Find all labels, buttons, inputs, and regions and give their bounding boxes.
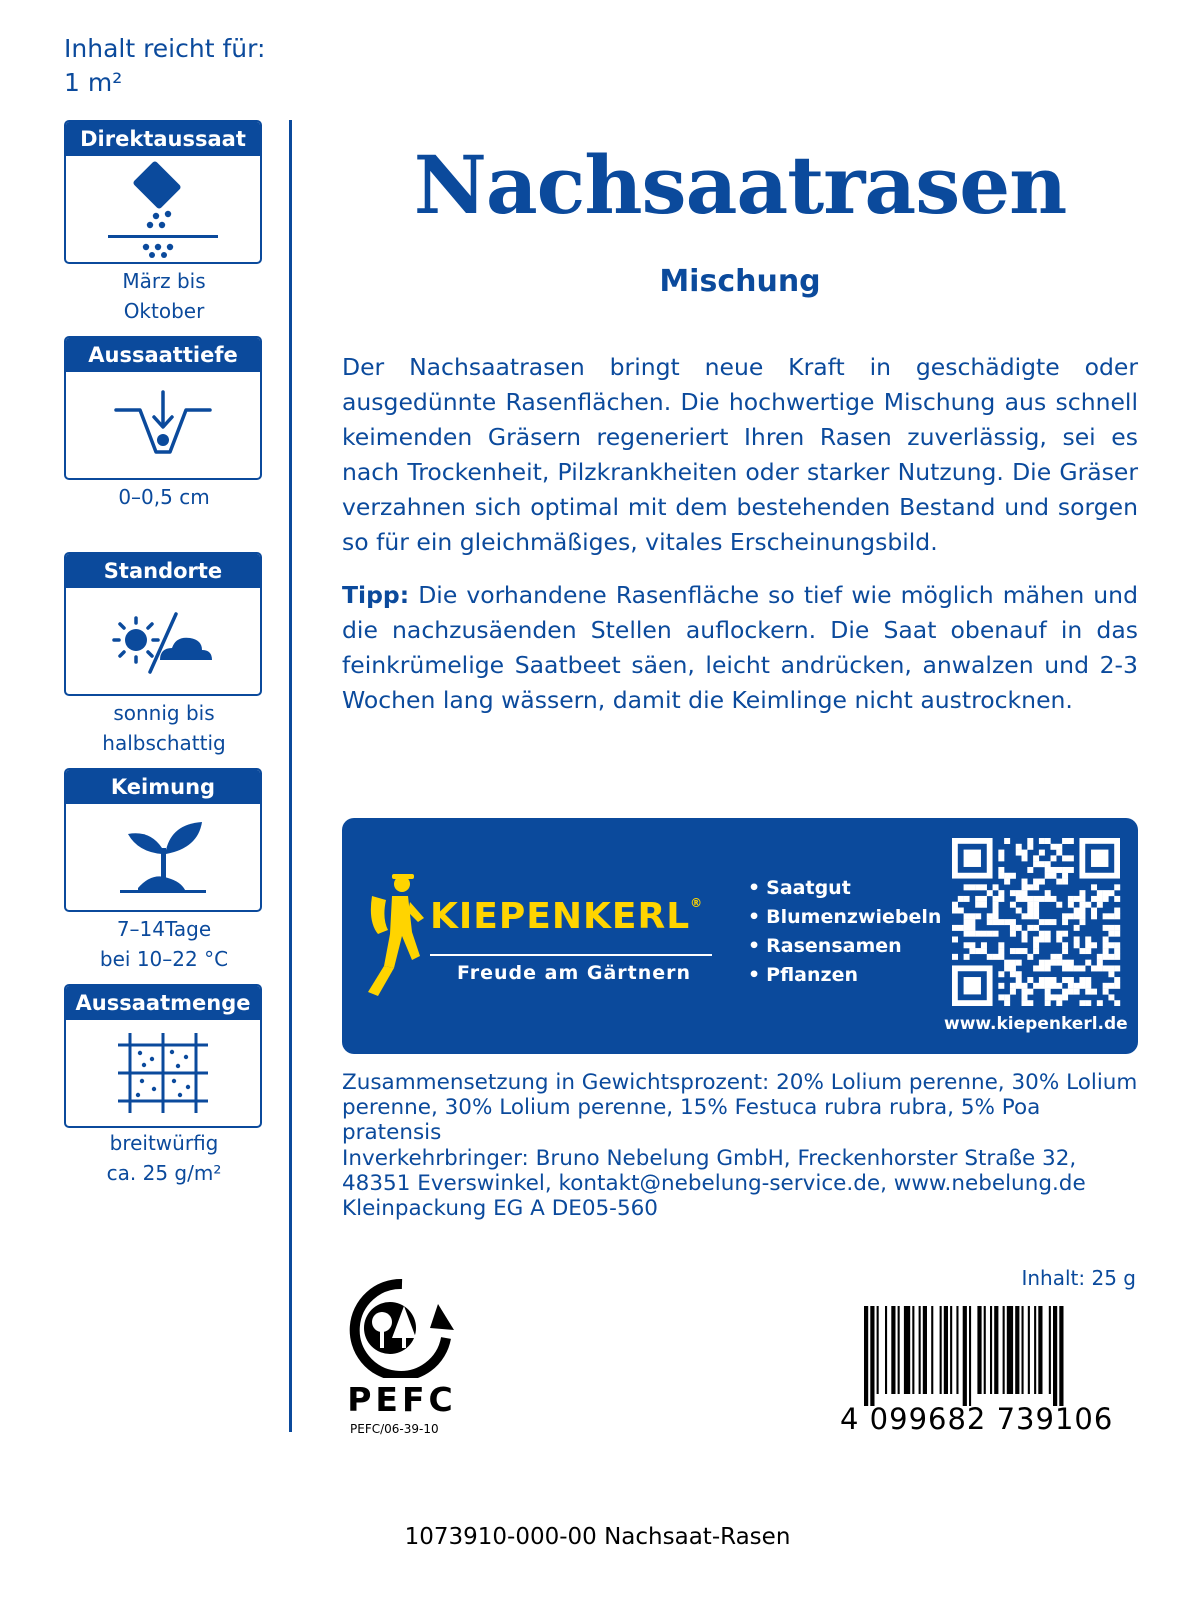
sowing-depth-icon [66, 372, 260, 478]
pouring-seed-bag-icon [66, 156, 260, 262]
pefc-code: PEFC/06-39-10 [350, 1422, 439, 1436]
card-note-aussaatmenge [54, 1128, 274, 1188]
tip-label: Tipp: [342, 581, 410, 609]
brand-wordmark: KIEPENKERL [430, 896, 691, 937]
card-note-direktaussaat [54, 266, 274, 326]
brand-underline [430, 954, 712, 956]
note-line: sonnig bis [113, 701, 215, 725]
card-aussaattiefe [64, 336, 262, 480]
distributor-info [342, 1146, 1138, 1221]
note-line: März bis [122, 269, 206, 293]
seedling-icon [66, 804, 260, 910]
distributor-line: Kleinpackung EG A DE05-560 [342, 1196, 658, 1221]
category-item: • Saatgut [748, 874, 941, 903]
category-item: • Blumenzwiebeln [748, 903, 941, 932]
card-note-keimung [54, 914, 274, 974]
note-line: Oktober [123, 299, 205, 323]
card-heading: Aussaattiefe [66, 338, 260, 372]
net-content: Inhalt: 25 g [1021, 1266, 1136, 1290]
coverage-info [64, 32, 265, 100]
card-heading: Direktaussaat [66, 122, 260, 156]
product-categories [748, 874, 941, 990]
barcode-number: 4 099682 739106 [840, 1402, 1114, 1436]
note-line: halbschattig [102, 731, 226, 755]
card-aussaatmenge [64, 984, 262, 1128]
card-standorte [64, 552, 262, 696]
brand-name [430, 896, 703, 937]
product-description: Der Nachsaatrasen bringt neue Kraft in geschädigte oder ausgedünnte Rasenflächen. Die hochwertige Mischung aus schnell keimenden Gräsern regeneriert Ihren Rasen zuverlässig, sei es nach Trockenheit, Pilzkrankheiten oder starker Nutzung. Die Gräser verzahnen sich optimal mit dem bestehenden Bestand und sorgen so für ein gleichmäßiges, vitales Erscheinungsbild. [342, 353, 1138, 556]
card-heading: Aussaatmenge [66, 986, 260, 1020]
card-heading: Standorte [66, 554, 260, 588]
note-line: breitwürfig [109, 1131, 219, 1155]
article-footer: 1073910-000-00 Nachsaat-Rasen [404, 1524, 791, 1550]
category-item: • Rasensamen [748, 932, 941, 961]
note-line: 7–14Tage [116, 917, 212, 941]
coverage-value: 1 m² [64, 68, 123, 97]
barcode-icon [864, 1306, 1130, 1410]
card-note-aussaattiefe [54, 482, 274, 512]
qr-code-icon[interactable] [952, 838, 1128, 1010]
distributor-line: 48351 Everswinkel, kontakt@nebelung-service.de, www.nebelung.de [342, 1171, 1086, 1196]
card-heading: Keimung [66, 770, 260, 804]
coverage-label: Inhalt reicht für: [64, 34, 266, 63]
sun-cloud-icon [66, 588, 260, 694]
product-title: Nachsaatrasen [413, 138, 1067, 232]
note-line: ca. 25 g/m² [106, 1161, 222, 1185]
pefc-label: PEFC [347, 1380, 457, 1419]
tip-text: Die vorhandene Rasenfläche so tief wie möglich mähen und die nachzusäenden Stellen auflockern. Die Saat obenauf in das feinkrümelige Saatbeet säen, leicht andrücken, anwalzen und 2-3 Wochen lang wässern, damit die Keimlinge nicht austrocknen. [342, 581, 1138, 714]
tip-paragraph [342, 578, 1138, 718]
sidebar-divider [289, 120, 292, 1432]
note-line: bei 10–22 °C [99, 947, 229, 971]
grid-seeds-icon [66, 1020, 260, 1126]
product-subtitle: Mischung [659, 264, 821, 299]
card-note-standorte [54, 698, 274, 758]
registered-mark: ® [690, 896, 704, 910]
brand-url[interactable]: www.kiepenkerl.de [944, 1014, 1128, 1034]
note-line: 0–0,5 cm [118, 485, 210, 509]
distributor-line: Inverkehrbringer: Bruno Nebelung GmbH, Freckenhorster Straße 32, [342, 1146, 1077, 1171]
card-direktaussaat [64, 120, 262, 264]
card-keimung [64, 768, 262, 912]
category-item: • Pflanzen [748, 961, 941, 990]
brand-slogan: Freude am Gärtnern [456, 962, 692, 984]
hiker-logo-icon [364, 872, 430, 1006]
pefc-logo-icon [342, 1278, 462, 1382]
composition-text: Zusammensetzung in Gewichtsprozent: 20% Lolium perenne, 30% Lolium perenne, 30% Lolium perenne, 15% Festuca rubra rubra, 5% Poa pratensis [342, 1070, 1138, 1145]
